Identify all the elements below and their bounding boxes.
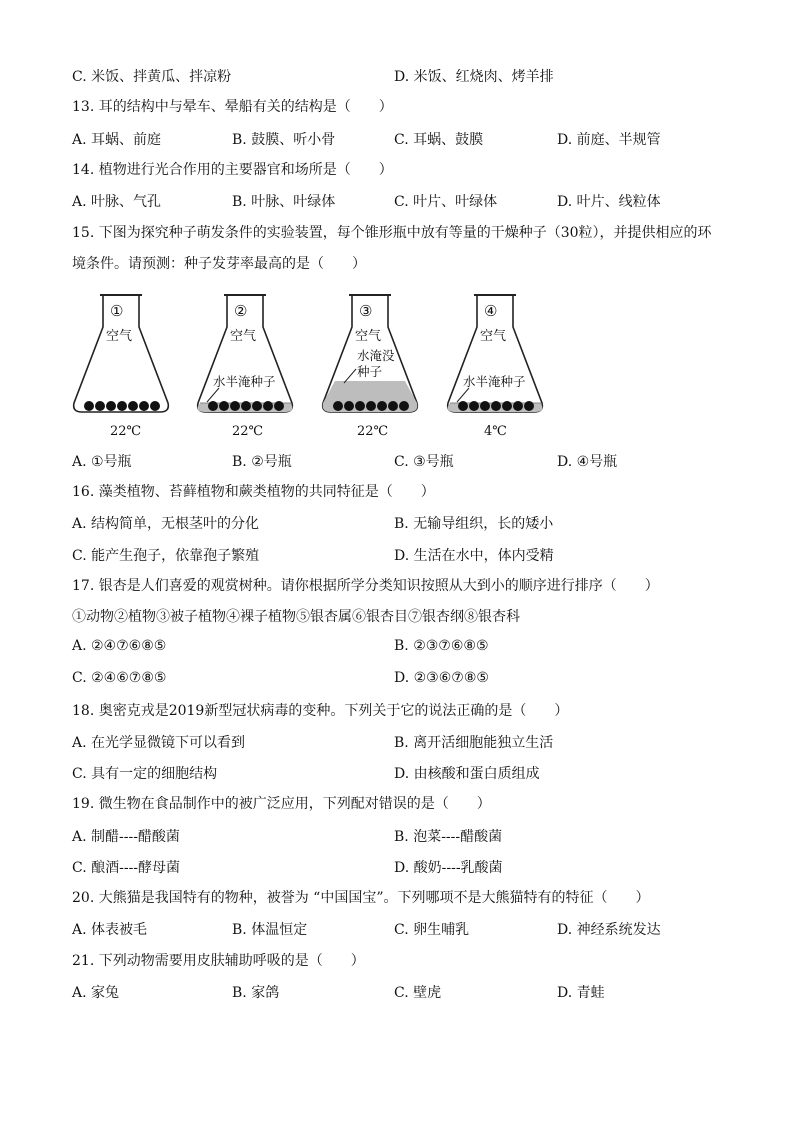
flask-2-temp: 22℃ [232, 424, 264, 439]
q20-option-a: A. 体表被毛 [72, 922, 148, 938]
flask-1-air-label: 空气 [106, 329, 133, 344]
q18-option-d: D. 由核酸和蛋白质组成 [394, 766, 540, 782]
q17-option-d: D. ②③⑥⑦⑧⑤ [394, 670, 489, 686]
flask-3-number: ③ [359, 302, 373, 320]
flask-3-water-label-line1: 水淹没 [357, 348, 395, 363]
q17-option-b: B. ②③⑦⑥⑧⑤ [394, 638, 489, 654]
q21-option-a: A. 家兔 [72, 985, 120, 1001]
flask-2-air-label: 空气 [230, 329, 257, 344]
flask-2-water-label: 水半淹种子 [213, 374, 276, 389]
flask-1-temp: 22℃ [110, 424, 142, 439]
q21-option-c: C. 壁虎 [394, 985, 442, 1001]
q20-option-b: B. 体温恒定 [232, 922, 308, 938]
flask-4-temp: 4℃ [484, 424, 507, 439]
q18-option-b: B. 离开活细胞能独立生活 [394, 735, 554, 751]
q16-stem: 16. 藻类植物、苔藓植物和蕨类植物的共同特征是（ ） [72, 484, 435, 500]
q15-option-d: D. ④号瓶 [557, 454, 618, 470]
q18-option-a: A. 在光学显微镜下可以看到 [72, 735, 246, 751]
q18-stem: 18. 奥密克戎是2019新型冠状病毒的变种。下列关于它的说法正确的是（ ） [72, 703, 569, 719]
q17-list: ①动物②植物③被子植物④裸子植物⑤银杏属⑥银杏目⑦银杏纲⑧银杏科 [72, 609, 520, 625]
q13-option-a: A. 耳蜗、前庭 [72, 132, 162, 148]
q21-stem: 21. 下列动物需要用皮肤辅助呼吸的是（ ） [72, 953, 365, 969]
q17-option-c: C. ②④⑥⑦⑧⑤ [72, 670, 167, 686]
q18-option-c: C. 具有一定的细胞结构 [72, 766, 218, 782]
q12-option-c: C. 米饭、拌黄瓜、拌凉粉 [72, 69, 232, 85]
flask-1-number: ① [110, 302, 124, 320]
q16-option-c: C. 能产生孢子，依靠孢子繁殖 [72, 548, 260, 564]
q20-option-d: D. 神经系统发达 [557, 922, 661, 938]
flask-4-number: ④ [484, 302, 498, 320]
q20-option-c: C. 卵生哺乳 [394, 922, 470, 938]
q14-option-c: C. 叶片、叶绿体 [394, 194, 498, 210]
q19-option-b: B. 泡菜----醋酸菌 [394, 829, 503, 845]
flask-3-water-label-line2: 种子 [357, 364, 383, 379]
flask-3-air-label: 空气 [355, 329, 382, 344]
q17-option-a: A. ②④⑦⑥⑧⑤ [72, 638, 167, 654]
q15-stem-line1: 15. 下图为探究种子萌发条件的实验装置，每个锥形瓶中放有等量的干燥种子（30粒），并提供相应的环 [72, 225, 712, 241]
q20-stem: 20. 大熊猫是我国特有的物种，被誉为 “中国国宝”。下列哪项不是大熊猫特有的特征（ ） [72, 890, 650, 906]
q15-option-b: B. ②号瓶 [232, 454, 292, 470]
q16-option-a: A. 结构简单，无根茎叶的分化 [72, 516, 260, 532]
q16-option-b: B. 无输导组织，长的矮小 [394, 516, 554, 532]
q19-option-a: A. 制醋----醋酸菌 [72, 829, 180, 845]
flask-4-water-label: 水半淹种子 [463, 374, 526, 389]
q14-option-b: B. 叶脉、叶绿体 [232, 194, 336, 210]
q17-stem: 17. 银杏是人们喜爱的观赏树种。请你根据所学分类知识按照从大到小的顺序进行排序（ ） [72, 578, 659, 594]
q15-option-a: A. ①号瓶 [72, 454, 132, 470]
q16-option-d: D. 生活在水中，体内受精 [394, 548, 554, 564]
q15-option-c: C. ③号瓶 [394, 454, 454, 470]
q19-option-d: D. 酸奶----乳酸菌 [394, 860, 503, 876]
q13-option-b: B. 鼓膜、听小骨 [232, 132, 336, 148]
q21-option-d: D. 青蛙 [557, 985, 605, 1001]
q19-stem: 19. 微生物在食品制作中的被广泛应用，下列配对错误的是（ ） [72, 796, 491, 812]
q15-stem-line2: 境条件。请预测：种子发芽率最高的是（ ） [72, 256, 366, 272]
q13-option-c: C. 耳蜗、鼓膜 [394, 132, 484, 148]
flask-experiment-figure [60, 285, 580, 445]
flask-2-number: ② [234, 302, 248, 320]
flask-4-air-label: 空气 [480, 329, 507, 344]
flask-3-temp: 22℃ [357, 424, 389, 439]
q13-stem: 13. 耳的结构中与晕车、晕船有关的结构是（ ） [72, 99, 393, 115]
q13-option-d: D. 前庭、半规管 [557, 132, 661, 148]
q14-stem: 14. 植物进行光合作用的主要器官和场所是（ ） [72, 162, 393, 178]
q21-option-b: B. 家鸽 [232, 985, 280, 1001]
q19-option-c: C. 酿酒----酵母菌 [72, 860, 181, 876]
q12-option-d: D. 米饭、红烧肉、烤羊排 [394, 69, 554, 85]
q14-option-d: D. 叶片、线粒体 [557, 194, 661, 210]
q14-option-a: A. 叶脉、气孔 [72, 194, 162, 210]
